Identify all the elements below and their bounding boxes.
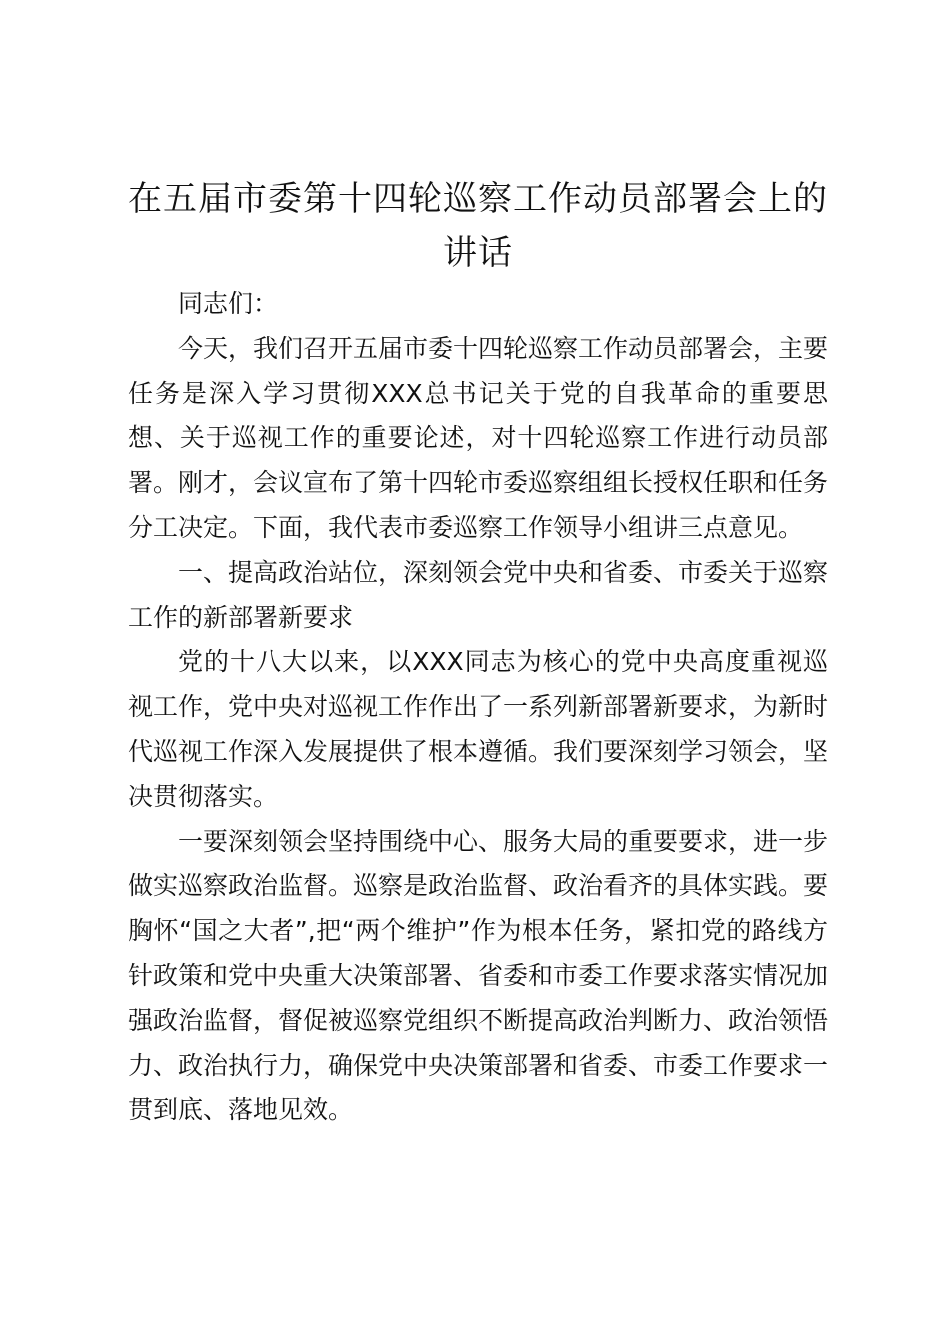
paragraph-first-requirement: 一要深刻领会坚持围绕中心、服务大局的重要要求，进一步做实巡察政治监督。巡察是政治监督、政治看齐的具体实践。要胸怀“国之大者”,把“两个维护”作为根本任务，紧扣党的路线方针政策和党中央重大决策部署、省委和市委工作要求落实情况加强政治监督，督促被巡察党组织不断提高政治判断力、政治领悟力、政治执行力，确保党中央决策部署和省委、市委工作要求一贯到底、落地见效。 [128, 826, 829, 1125]
paragraph-opening: 今天，我们召开五届市委十四轮巡察工作动员部署会，主要任务是深入学习贯彻XXX总书记关于党的自我革命的重要思想、关于巡视工作的重要论述，对十四轮巡察工作进行动员部署。刚才，会议宣布了第十四轮市委巡察组组长授权任职和任务分工决定。下面，我代表市委巡察工作领导小组讲三点意见。 [128, 333, 829, 542]
paragraph-background: 党的十八大以来，以XXX同志为核心的党中央高度重视巡视工作，党中央对巡视工作作出了一系列新部署新要求，为新时代巡视工作深入发展提供了根本遵循。我们要深刻学习领会，坚决贯彻落实。 [128, 647, 829, 811]
section-heading-one: 一、提高政治站位，深刻领会党中央和省委、市委关于巡察工作的新部署新要求 [128, 557, 829, 632]
document-body [128, 172, 828, 1133]
document-title: 在五届市委第十四轮巡察工作动员部署会上的讲话 [128, 179, 828, 273]
salutation: 同志们： [178, 289, 279, 318]
